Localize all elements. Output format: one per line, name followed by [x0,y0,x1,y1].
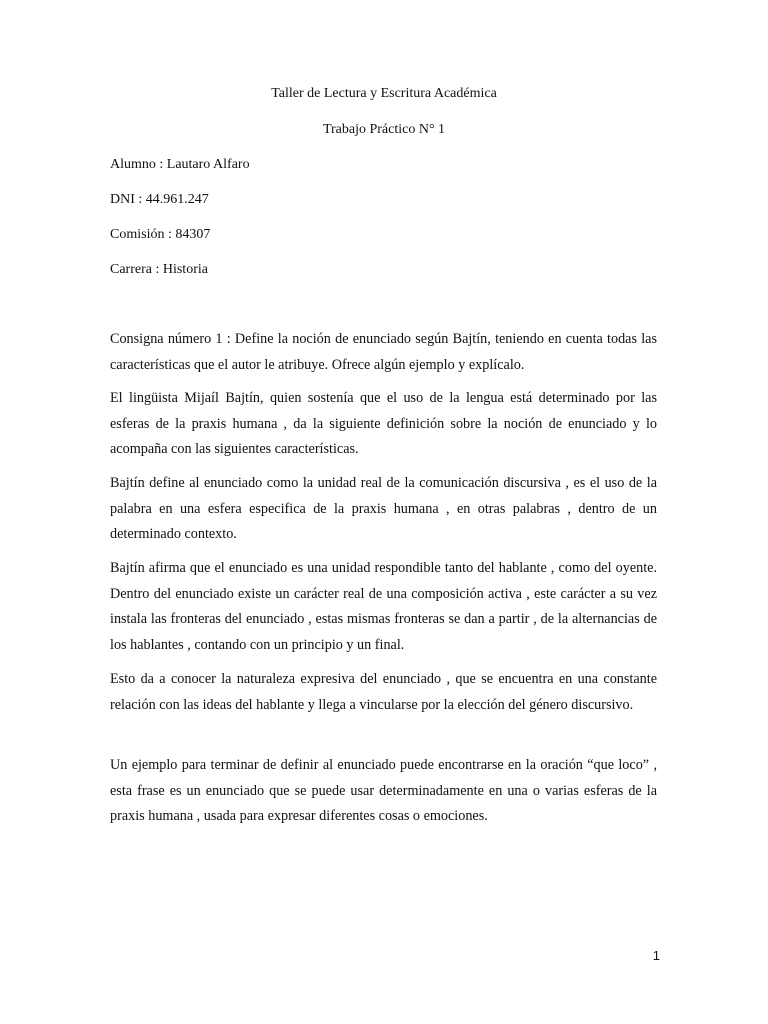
body-paragraph-5: Un ejemplo para terminar de definir al enunciado puede encontrarse en la oración “que loco” , esta frase es un enunciado que se puede usar determinadamente en una o varias esferas de la praxis humana , usada para expresar diferentes cosas o emociones. [110,757,657,825]
page-number: 1 [652,948,660,963]
body-paragraph-4: Esto da a conocer la naturaleza expresiva del enunciado , que se encuentra en una constante relación con las ideas del hablante y llega a vincularse por la elección del género discursivo. [110,671,657,713]
body-paragraph-2: Bajtín define al enunciado como la unidad real de la comunicación discursiva , es el uso de la palabra en una esfera especifica de la praxis humana , en otras palabras , dentro de un determinado contexto. [110,475,657,543]
student-career: Carrera : Historia [110,262,208,277]
body-paragraph-1: El lingüista Mijaíl Bajtín, quien sostenía que el uso de la lengua está determinado por las esferas de la praxis humana , da la siguiente definición sobre la noción de enunciado y lo acompaña con las siguientes características. [110,390,657,458]
course-title: Taller de Lectura y Escritura Académica [271,86,497,101]
student-commission: Comisión : 84307 [110,227,211,242]
assignment-prompt: Consigna número 1 : Define la noción de enunciado según Bajtín, teniendo en cuenta todas las características que el autor le atribuye. Ofrece algún ejemplo y explícalo. [110,331,657,373]
assignment-title: Trabajo Práctico N° 1 [322,122,446,137]
student-dni: DNI : 44.961.247 [110,192,209,207]
body-paragraph-3: Bajtín afirma que el enunciado es una unidad respondible tanto del hablante , como del oyente. Dentro del enunciado existe un carácter real de una composición activa , este carácter a su vez instala las fronteras del enunciado , estas mismas fronteras se dan a partir , de la alternancias de los hablantes , contando con un principio y un final. [110,560,657,653]
student-name: Alumno : Lautaro Alfaro [110,157,250,172]
